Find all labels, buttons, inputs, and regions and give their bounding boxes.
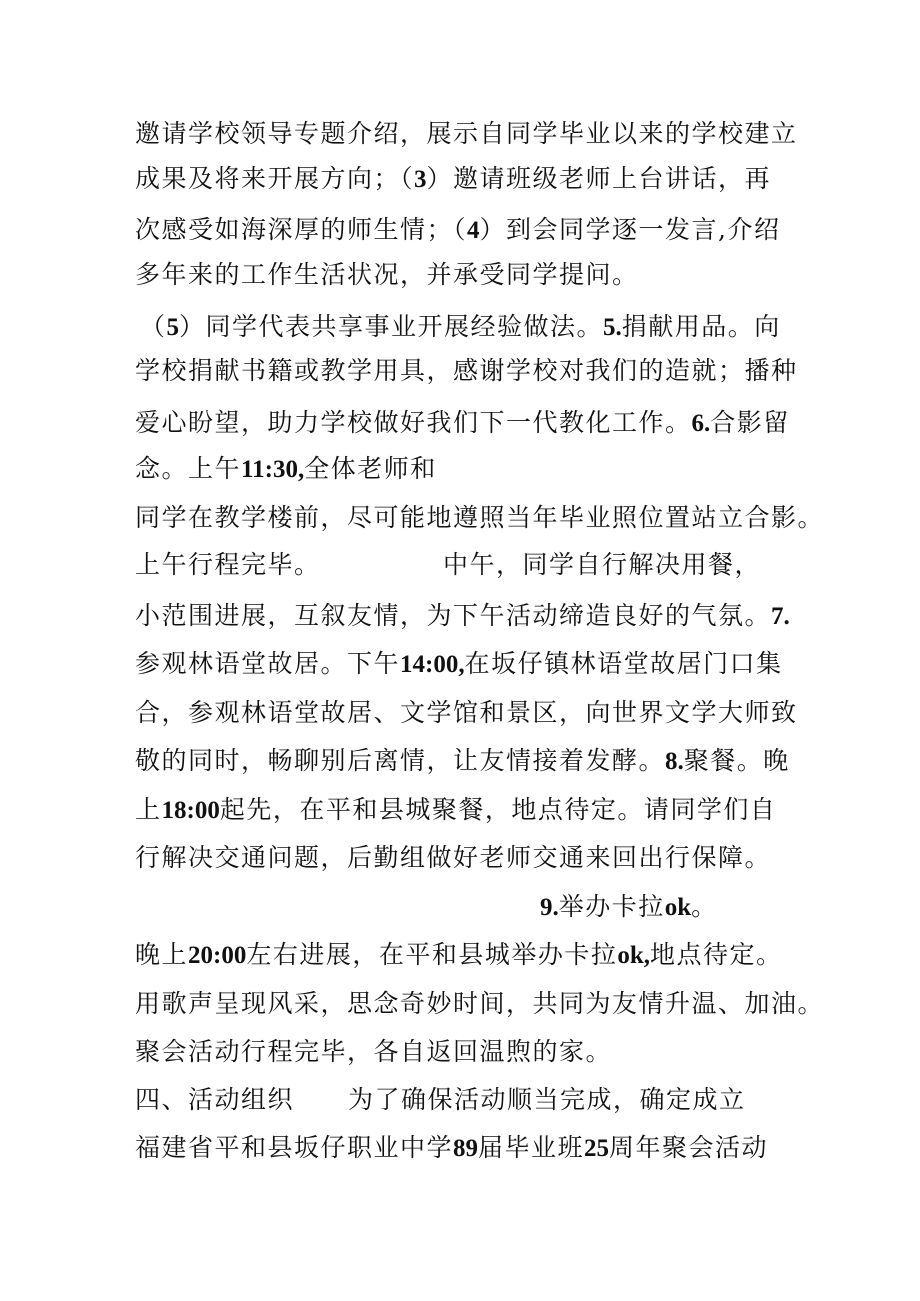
paragraph-line <box>135 746 790 777</box>
paragraph-line <box>135 601 790 632</box>
text-run: 小范围进展，互叙友情，为下午活动缔造良好的气氛。 <box>135 601 772 630</box>
text-run: 全体老师和 <box>304 454 437 483</box>
paragraph-line <box>135 408 790 439</box>
text-run: 成果及将来开展方向；（ <box>135 164 415 193</box>
paragraph-line <box>135 119 798 149</box>
paragraph-line <box>135 649 783 680</box>
text-run: 在坂仔镇林语堂故居门口集 <box>464 649 783 678</box>
text-run: 邀请学校领导专题介绍，展示自同学毕业以来的学校建立 <box>135 119 798 148</box>
text-run: 参观林语堂故居。下午 <box>135 649 401 678</box>
text-run: ok <box>664 894 692 921</box>
paragraph-line <box>135 989 824 1019</box>
text-run: 次感受如海深厚的师生情；（ <box>135 215 468 244</box>
text-run: 地点待定。 <box>650 940 783 969</box>
text-run: 晚上 <box>135 940 189 969</box>
text-run: 同学在教学楼前，尽可能地遵照当年毕业照位置站立合影。 <box>135 503 825 532</box>
text-run: 爱心盼望，助力学校做好我们下一代教化工作。 <box>135 408 692 437</box>
text-run: 8. <box>665 748 684 775</box>
text-run: 11:30, <box>241 456 305 483</box>
text-run: 捐献用品。向 <box>621 312 781 341</box>
text-run: 4 <box>467 217 480 244</box>
text-run: ）到会同学逐一发言,介绍 <box>479 215 781 244</box>
paragraph-line <box>135 503 824 533</box>
text-run: 中午，同学自行解决用餐， <box>443 550 762 579</box>
text-run: 学校捐献书籍或教学用具，感谢学校对我们的造就；播种 <box>135 356 798 385</box>
text-run: 上午行程完毕。 <box>135 550 321 579</box>
text-run: 89 <box>453 1135 479 1162</box>
text-run: 。 <box>691 892 718 921</box>
text-run: 届毕业班 <box>478 1133 585 1162</box>
text-run: 为了确保活动顺当完成，确定成立 <box>348 1085 746 1114</box>
text-run: 起先，在平和县城聚餐，地点待定。请同学们自 <box>219 795 777 824</box>
paragraph-line <box>135 698 798 728</box>
text-run: 5. <box>603 314 622 341</box>
paragraph-line <box>135 1037 612 1067</box>
paragraph-line <box>443 550 761 580</box>
text-run: 7. <box>771 603 790 630</box>
section-heading <box>135 1085 294 1115</box>
text-run: 25 <box>584 1135 610 1162</box>
paragraph-line <box>140 312 781 343</box>
text-run: 合，参观林语堂故居、文学馆和景区，向世界文学大师致 <box>135 698 798 727</box>
paragraph-line <box>135 1133 768 1164</box>
paragraph-line <box>135 164 771 195</box>
text-run: 多年来的工作生活状况，并承受同学提问。 <box>135 260 639 289</box>
text-run: ok, <box>617 942 651 969</box>
text-run: 6. <box>691 410 711 437</box>
text-run: 3 <box>414 166 427 193</box>
paragraph-line <box>135 550 321 580</box>
text-run: 左右进展，在平和县城举办卡拉 <box>246 940 618 969</box>
text-run: 上 <box>135 795 162 824</box>
text-run: ）同学代表共享事业开展经验做法。 <box>179 312 604 341</box>
paragraph-line <box>135 356 798 386</box>
text-run: 聚会活动行程完毕，各自返回温煦的家。 <box>135 1037 613 1066</box>
text-run: 福建省平和县坂仔职业中学 <box>135 1133 454 1162</box>
text-run: 聚餐。晚 <box>683 746 790 775</box>
paragraph-line <box>348 1085 746 1115</box>
text-run: 20:00 <box>188 942 247 969</box>
paragraph-line <box>135 260 639 290</box>
text-run: 举办卡拉 <box>558 892 665 921</box>
text-run: 念。上午 <box>135 454 242 483</box>
paragraph-line <box>135 843 771 873</box>
text-run: 用歌声呈现风采，思念奇妙时间，共同为友情升温、加油。 <box>135 989 825 1018</box>
text-run: 5 <box>166 314 180 341</box>
text-run: 敬的同时，畅聊别后离情，让友情接着发酵。 <box>135 746 666 775</box>
text-run: 周年聚会活动 <box>609 1133 769 1162</box>
text-run: 9. <box>540 894 559 921</box>
text-run: 四、活动组织 <box>135 1085 295 1114</box>
text-run: 合影留 <box>710 408 790 437</box>
text-run: 14:00, <box>400 651 465 678</box>
paragraph-line <box>135 215 780 246</box>
text-run: （ <box>140 312 167 341</box>
paragraph-line <box>135 940 783 971</box>
text-run: 行解决交通问题，后勤组做好老师交通来回出行保障。 <box>135 843 772 872</box>
paragraph-line <box>135 795 776 826</box>
paragraph-line <box>540 892 718 923</box>
text-run: 18:00 <box>161 797 220 824</box>
text-run: ）邀请班级老师上台讲话，再 <box>426 164 772 193</box>
paragraph-line <box>135 454 437 485</box>
